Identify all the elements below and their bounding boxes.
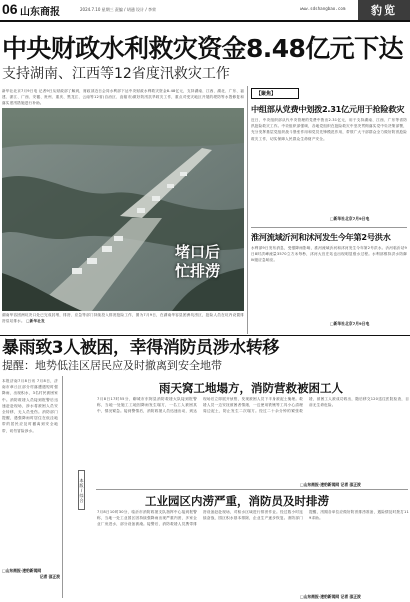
photo-caption-line2: 忙排涝 <box>175 262 221 280</box>
lead-paragraph: 新华社北京7月9日电 记者9日从财政部了解到，财政部近日会同水利部下达中央财政水利救灾资金8.48亿元，支持湖南、江西、湖北、广东、福建、浙江、广西、安徽、贵州、重庆、黑龙江、云南等12省(自治区、直辖市)做好防汛抗旱救灾工作，重点对受灾地区开展的堤防等水毁修复和落实度汛措施进行补助。 <box>2 89 244 106</box>
column-divider <box>247 86 248 334</box>
story2-credit: □山东商报·速豹新闻网 记者 邵正波 <box>300 594 361 599</box>
story-divider <box>96 489 408 490</box>
photo-caption-overlay <box>175 243 220 281</box>
newspaper-name: 山东商报 <box>20 7 60 18</box>
story1-body: 7月8日17时55分，聊城市东阿县消防救援大队接到报警称，当地一处施工工地因降雨发生塌方，一名工人被困其中，情况紧急。接到警情后，消防救援人员迅速出动，到达现场后立即展开侦察，发现被困人员下半身被泥土掩埋。救援人员一边安抚被困者情绪，一边使用铁锹等工具小心清理周边泥土，防止发生二次塌方。经过二十余分钟的紧张救援，被困工人被成功救出，随后移交120送往医院检查，目前无生命危险。 <box>97 397 409 414</box>
side-label: 本版 / 综合 <box>78 470 85 510</box>
photo-credit <box>2 312 244 334</box>
section-banner: 豹览 <box>358 0 410 20</box>
main-headline: 中央财政水利救灾资金8.48亿元下达 <box>2 34 403 63</box>
right-divider <box>251 227 407 228</box>
second-subheadline: 提醒：地势低洼区居民应及时撤离到安全地带 <box>2 359 222 372</box>
section-rule <box>0 335 410 336</box>
story2-body: 7月8日10时30分，临沂市消防救援支队指挥中心接到报警称，当地一处工业园区因持续强降雨出现严重内涝，多家企业厂房进水，部分设备被淹。接警后，消防救援人员携带排涝设备赶赴现场，对积水区域进行排涝作业。经过数小时连续奋战，园区积水基本排除，企业生产逐步恢复。消防部门提醒，汛期各单位应做好防汛排涝准备，遇险情及时拨打119求助。 <box>97 510 409 527</box>
left-divider <box>62 376 63 598</box>
issue-meta: 2024.7.10 星期三 责编 / 胡通 设计 / 李荣 <box>80 7 156 12</box>
right-body-1: 近日，中央组织部从代中央管理的党费中拨出2.31亿元，用于支持湖南、江西、广东等省防汛抢险救灾工作。中央组织部强调，各地党组织在抢险救灾中坚决贯彻落实党中央决策部署，充分发挥基层党组织战斗堡垒作用和党员先锋模范作用，带领广大干部群众全力做好防汛抢险救灾工作，切实保障人民群众生命财产安全。 <box>251 118 407 141</box>
photo-credit-author: □新华社发 <box>26 319 45 324</box>
left-column-credit <box>2 568 60 579</box>
right-credit-1: □新华社北京7月9日电 <box>330 216 370 221</box>
right-credit-2: □新华社北京7月9日电 <box>330 321 370 326</box>
site-url: www.sdshangbao.com <box>300 6 346 11</box>
story1-headline: 雨天窝工地塌方，消防营救被困工人 <box>159 381 343 395</box>
left-credit-line1: □山东商报·速豹新闻网 <box>2 568 42 573</box>
right-headline-1: 中组部从党费中划拨2.31亿元用于抢险救灾 <box>251 104 405 114</box>
left-credit-line2: 记者 邵正波 <box>39 573 60 579</box>
page-number: 06 <box>2 1 18 17</box>
main-subheadline: 支持湖南、江西等12省度汛救灾工作 <box>2 66 230 82</box>
header-rule <box>0 20 410 22</box>
second-headline: 暴雨致3人被困，幸得消防员涉水转移 <box>2 338 280 358</box>
photo-credit-text: 湖南华容团洲垸决口处已完成封堵，排涝、应急等部门持续投入排涝抢险工作，图为7月9日，在湖南华容县团洲垸涝区，抢险人员在垸内设置排涝泵站排水。 <box>2 313 244 324</box>
right-body-2: 水利部9日发布消息，受强降雨影响，淮河流域沂河和沭河发生今年第2号洪水。沂河临沂站9日8时洪峰流量3570立方米每秒，沭河大官庄站也出现明显涨水过程。水利部维持洪水防御Ⅳ级应急响应。 <box>251 246 407 263</box>
right-headline-2: 淮河流域沂河和沭河发生今年第2号洪水 <box>251 232 391 242</box>
story1-credit: □山东商报·速豹新闻网 记者 邵正波 <box>300 482 361 487</box>
photo-caption-line1: 堵口后 <box>175 243 221 261</box>
story2-headline: 工业园区内涝严重，消防员及时排涝 <box>145 494 329 508</box>
left-column-body: 本报济南7月8日讯 7月8日，济南市章丘区部分村落遭遇短时强降雨，出现积水，3名村民被困家中。消防救援人员接到报警后迅速赶赴现场，涉水将被困人员安全转移，无人员受伤。消防部门提醒，遇强降雨时居住在低洼地带的居民应及时撤离到安全地带，切勿冒险涉水。 <box>2 379 58 433</box>
section-tag: 【聚焦】 <box>251 88 299 99</box>
